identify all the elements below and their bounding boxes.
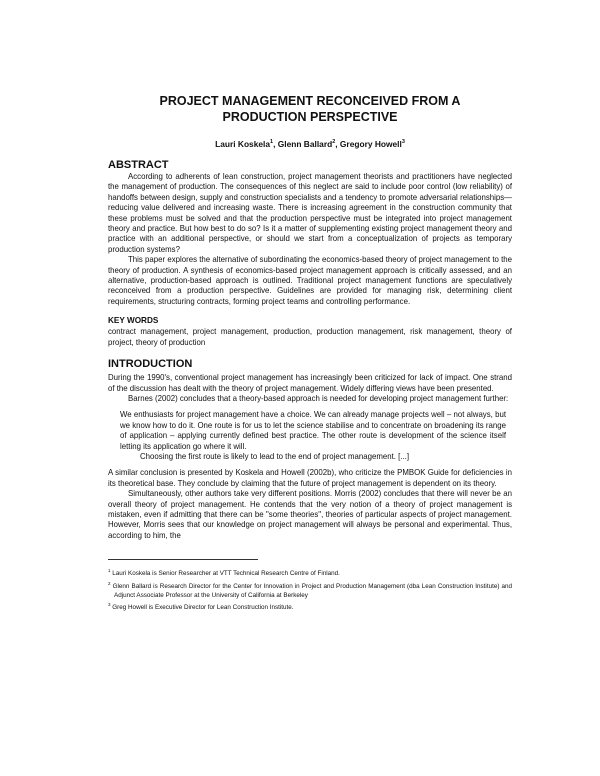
abstract-paragraph: This paper explores the alternative of subordinating the economics-based theory of project management to the theory of production. A synthesis of economics-based project management approach is critically assessed, and an alternative, production-based approach is outlined. Traditional project management functions are speculatively reconceived from a production perspective. Guidelines are provided for managing risk, determining client requirements, structuring contracts, forming project teams and controlling performance. (108, 255, 512, 306)
author-mark: 2 (332, 139, 336, 146)
title-line-2: PRODUCTION PERSPECTIVE (222, 110, 398, 124)
introduction-heading: INTRODUCTION (108, 358, 193, 371)
paper-title (108, 93, 512, 125)
footnote-text: Greg Howell is Executive Director for Lean Construction Institute. (112, 604, 294, 612)
abstract-heading: ABSTRACT (108, 159, 169, 171)
body-paragraph: Barnes (2002) concludes that a theory-based approach is needed for developing project management further: (128, 393, 509, 403)
block-quote (120, 410, 506, 462)
body-paragraph: Simultaneously, other authors take very different positions. Morris (2002) concludes that there will never be an overall theory of project management. He contends that the very notion of a theory of project management is mistaken, even if admitting that there can be "some theories", theories of particular aspects of project management. However, Morris sees that our knowledge on project management will always be personal and experimental. Thus, according to him, the (108, 489, 512, 540)
author-name: Lauri Koskela (215, 139, 271, 149)
paper-page (108, 93, 512, 614)
title-line-1: PROJECT MANAGEMENT RECONCEIVED FROM A (159, 94, 461, 108)
body-paragraph: During the 1990's, conventional project management has increasingly been criticized for lack of impact. One strand of the discussion has dealt with the theory of project management. Widely differing views have been presented. (108, 373, 512, 393)
footnote-mark: 1 (108, 568, 111, 574)
keywords-heading: KEY WORDS (108, 316, 159, 326)
author-name: Gregory Howell (339, 139, 402, 149)
footnote-mark: 2 (108, 580, 111, 586)
footnote (108, 580, 512, 600)
footnote-divider (108, 559, 258, 560)
footnote (108, 567, 512, 579)
author-mark: 1 (270, 139, 274, 146)
footnotes (108, 567, 512, 613)
author-list: Lauri Koskela$^1$, Glenn Ballard$^2$, Gregory Howell$^3$ (215, 139, 405, 149)
footnote-mark: 3 (108, 602, 111, 608)
keywords-text: contract management, project management, production, production management, risk management, theory of project, theory of production (108, 327, 512, 347)
author-mark: 3 (401, 139, 405, 146)
footnote (108, 601, 512, 613)
footnote-text: Glenn Ballard is Research Director for the Center for Innovation in Project and Production Management (dba Lean Construction Institute) and Adjunct Associate Professor at the University of California at Berkeley (112, 582, 513, 599)
quote-paragraph: Choosing the first route is likely to lead to the end of project management. [...] (140, 451, 410, 461)
footnote-text: Lauri Koskela is Senior Researcher at VTT Technical Research Centre of Finland. (112, 570, 340, 578)
author-name: Glenn Ballard (277, 139, 333, 149)
abstract-paragraph: According to adherents of lean construction, project management theorists and practitioners have neglected the management of production. The consequences of this neglect are said to include poor control (low reliability) of handoffs between design, supply and construction specialists and a tendency to promote adversarial relationships—reducing value delivered and increasing waste. There is increasing agreement in the construction community that these problems must be solved and that the production perspective must be integrated into project management theory and practice. But how best to do so? Is it a matter of supplementing existing project management theory and practice with an additional perspective, or should we start from a conceptualization of projects as temporary production systems? (108, 172, 512, 254)
quote-paragraph: We enthusiasts for project management have a choice. We can already manage projects well – not always, but we know how to do it. One route is for us to let the science stabilise and to concentrate on broadening its range of application – applying currently defined best practice. The other route is development of the science itself letting its application go where it will. (120, 410, 506, 451)
body-paragraph: A similar conclusion is presented by Koskela and Howell (2002b), who criticize the PMBOK Guide for deficiencies in its theoretical base. They conclude by claiming that the future of project management is dependent on its theory. (108, 468, 512, 488)
